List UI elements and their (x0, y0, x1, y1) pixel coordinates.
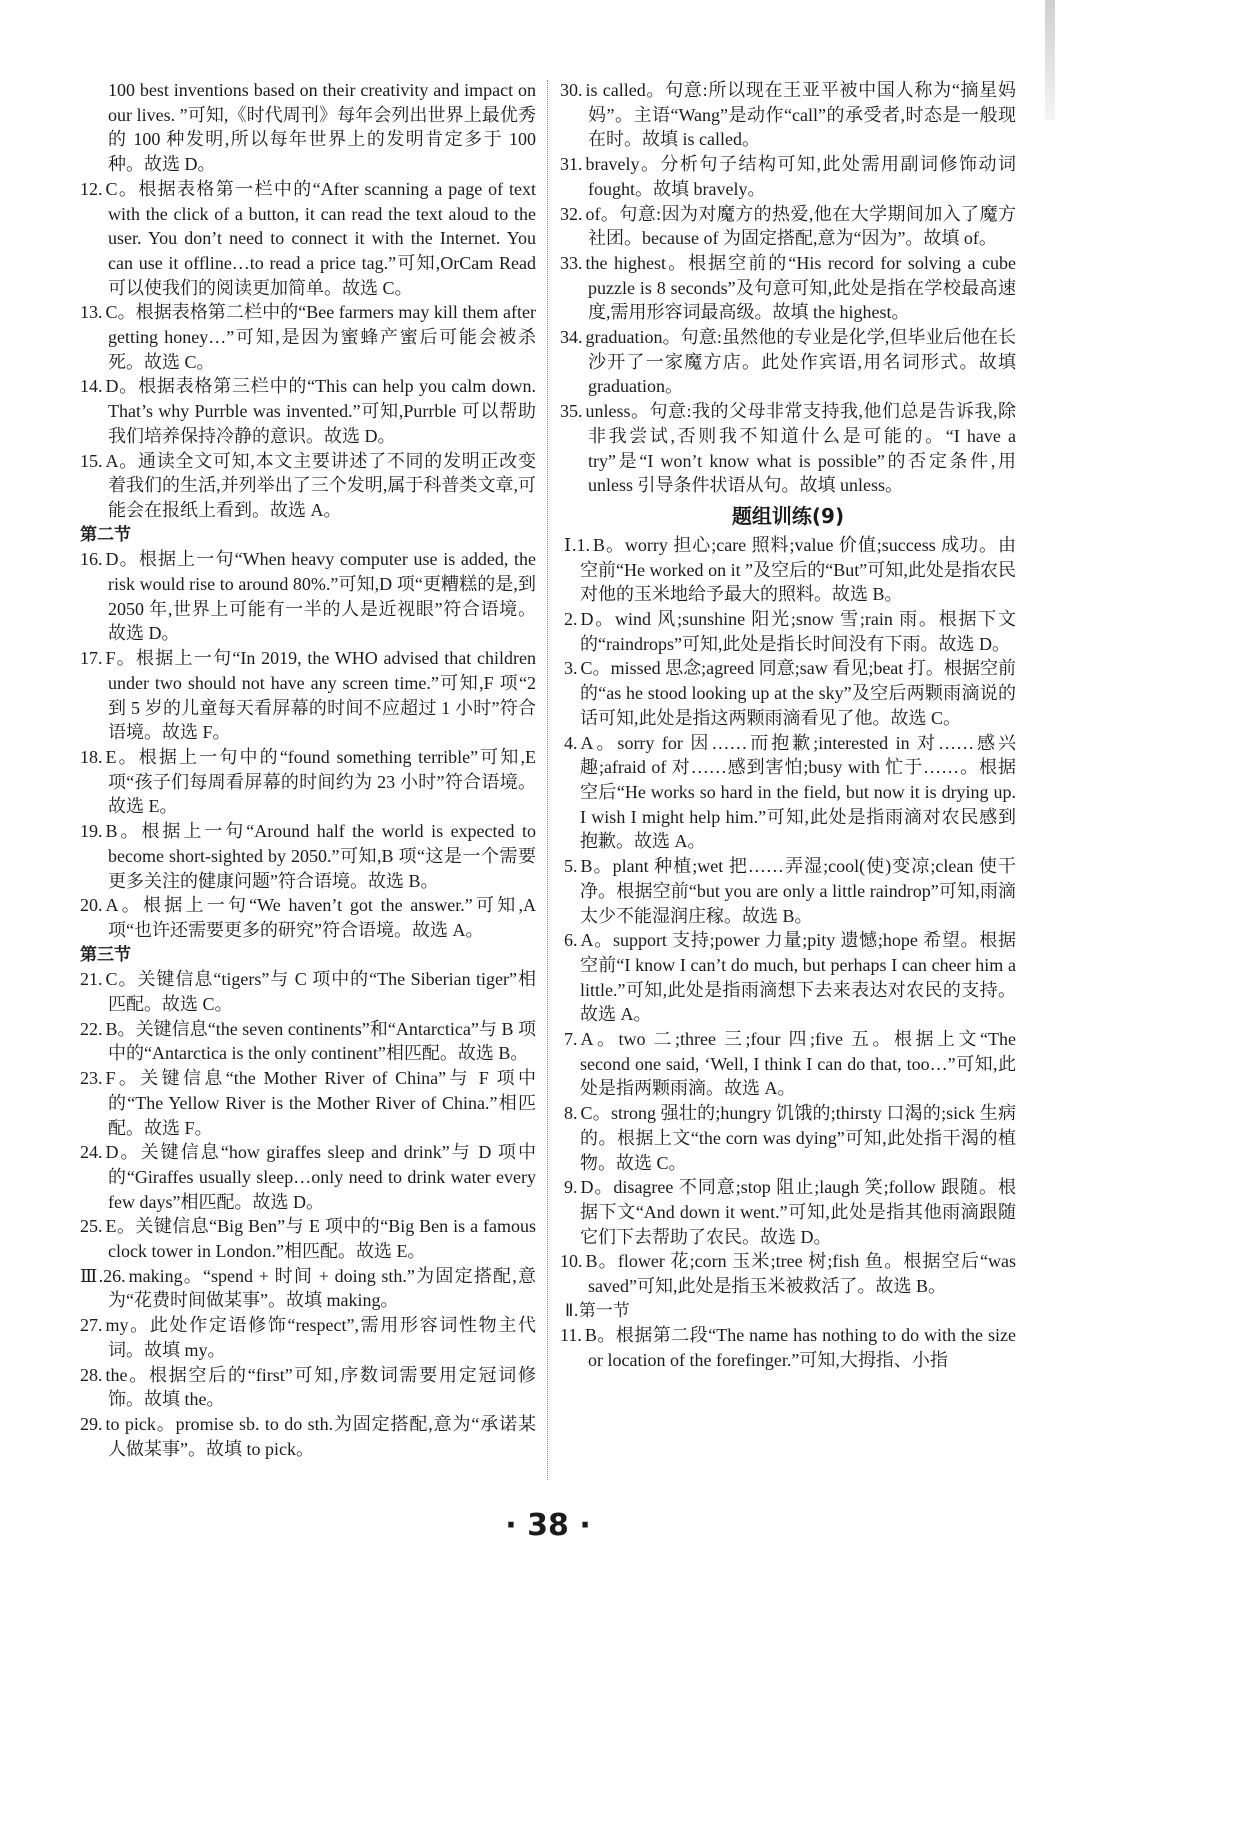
answer-item (80, 967, 536, 1016)
item-text: B。根据上一句“Around half the world is expected to become short-sighted by 2050.”可知,B 项“这是一个需要更多关注的健康问题”符合语境。故选 B。 (105, 821, 536, 891)
answer-item (560, 533, 1016, 607)
answer-item (80, 1264, 536, 1313)
item-text: D。关键信息“how giraffes sleep and drink”与 D 项中的“Giraffes usually sleep…only need to drink water every few days”相匹配。故选 D。 (105, 1142, 536, 1212)
item-number: 22. (80, 1018, 103, 1039)
continued-answer: 100 best inventions based on their creativity and impact on our lives. ”可知,《时代周刊》每年会列出世界上最优秀的 100 种发明,所以每年世界上的发明肯定多于 100 种。故选 D。 (108, 80, 536, 175)
item-number: 23. (80, 1068, 103, 1089)
answer-item (560, 399, 1016, 498)
item-text: C。strong 强壮的;hungry 饥饿的;thirsty 口渴的;sick 生病的。根据上文“the corn was dying”可知,此处指干渴的植物。故选 C。 (580, 1103, 1016, 1173)
answer-item (80, 1363, 536, 1412)
answer-item (560, 251, 1016, 325)
item-text: A。sorry for 因……而抱歉;interested in 对……感兴趣;afraid of 对……感到害怕;busy with 忙于……。根据空后“He works so hard in the field, but now it is drying up. I wish I might help him.”可知,此处是指雨滴对农民感到抱歉。故选 A。 (580, 732, 1016, 852)
answer-item (80, 1066, 536, 1140)
item-text: making。“spend + 时间 + doing sth.”为固定搭配,意为“花费时间做某事”。故填 making。 (108, 1265, 536, 1311)
item-number: 20. (80, 895, 103, 916)
item-text: B。关键信息“the seven continents”和“Antarctica”与 B 项中的“Antarctica is the only continent”相匹配。故选 B。 (105, 1018, 536, 1064)
item-text: B。flower 花;corn 玉米;tree 树;fish 鱼。根据空后“was saved”可知,此处是指玉米被救活了。故选 B。 (585, 1251, 1016, 1297)
item-text: B。plant 种植;wet 把……弄湿;cool(使)变凉;clean 使干净。根据空前“but you are only a little raindrop”可知,雨滴太少不能湿润庄稼。故选 B。 (580, 856, 1016, 926)
item-number: 18. (80, 746, 103, 767)
section-heading: 第三节 (80, 944, 131, 965)
item-text: C。根据表格第一栏中的“After scanning a page of text with the click of a button, it can read the text aloud to the user. You don’t need to connect it with the Internet. You can use it offline…to read a price tag.”可知,OrCam Read 可以使我们的阅读更加简单。故选 C。 (105, 178, 536, 298)
right-column (560, 78, 1016, 1373)
section-heading: Ⅱ.第一节 (565, 1300, 630, 1321)
column-divider (547, 80, 548, 1480)
item-number: 15. (80, 450, 103, 471)
item-text: D。根据表格第三栏中的“This can help you calm down. That’s why Purrble was invented.”可知,Purrble 可以帮助我们培养保持冷静的意识。故选 D。 (105, 376, 536, 446)
item-number: 34. (560, 327, 583, 348)
answer-item (560, 607, 1016, 656)
item-number: 5. (564, 856, 578, 877)
item-text: C。missed 思念;agreed 同意;saw 看见;beat 打。根据空前的“as he stood looking up at the sky”及空后两颗雨滴说的话可知,此处是指这两颗雨滴看见了他。故选 C。 (580, 658, 1016, 728)
answer-item (560, 928, 1016, 1027)
item-text: is called。句意:所以现在王亚平被中国人称为“摘星妈妈”。主语“Wang”是动作“call”的承受者,时态是一般现在时。故填 is called。 (585, 80, 1016, 150)
answer-item (560, 656, 1016, 730)
answer-item (80, 1214, 536, 1263)
item-text: graduation。句意:虽然他的专业是化学,但毕业后他在长沙开了一家魔方店。此处作宾语,用名词形式。故填 graduation。 (585, 327, 1016, 397)
item-text: C。关键信息“tigers”与 C 项中的“The Siberian tiger”相匹配。故选 C。 (105, 969, 536, 1015)
answer-item (80, 646, 536, 745)
answer-item (560, 1101, 1016, 1175)
answer-item (80, 1140, 536, 1214)
item-number: 11. (560, 1325, 582, 1346)
item-text: to pick。promise sb. to do sth.为固定搭配,意为“承诺某人做某事”。故填 to pick。 (105, 1413, 536, 1459)
item-text: the。根据空后的“first”可知,序数词需要用定冠词修饰。故填 the。 (105, 1364, 536, 1410)
item-number: 33. (560, 252, 583, 273)
item-text: A。two 二;three 三;four 四;five 五。根据上文“The second one said, ‘Well, I think I can do that, too…”可知,此处是指两颗雨滴。故选 A。 (580, 1029, 1016, 1099)
left-column (80, 78, 536, 1461)
answer-item (80, 1017, 536, 1066)
item-text: B。根据第二段“The name has nothing to do with the size or location of the forefinger.”可知,大拇指、小指 (584, 1325, 1016, 1371)
answer-item (560, 78, 1016, 152)
item-number: 24. (80, 1142, 103, 1163)
item-number: 29. (80, 1413, 103, 1434)
answer-item (560, 1175, 1016, 1249)
item-text: the highest。根据空前的“His record for solving a cube puzzle is 8 seconds”及句意可知,此处是指在学校最高速度,需用形容词最高级。故填 the highest。 (585, 252, 1016, 323)
item-number: 14. (80, 376, 103, 397)
answer-item (80, 547, 536, 646)
item-number: 3. (564, 658, 578, 679)
item-number: 27. (80, 1315, 103, 1336)
item-number: 7. (564, 1029, 578, 1050)
answer-item (560, 854, 1016, 928)
item-number: 8. (564, 1103, 578, 1124)
section-heading: 第二节 (80, 524, 131, 545)
item-number: 13. (80, 302, 103, 323)
item-number: Ⅰ.1. (564, 534, 591, 555)
item-text: A。support 支持;power 力量;pity 遗憾;hope 希望。根据空前“I know I can’t do much, but perhaps I can cheer him a little.”可知,此处是指雨滴想下去来表达对农民的支持。故选 A。 (580, 930, 1016, 1025)
item-number: 35. (560, 401, 583, 422)
item-number: 28. (80, 1364, 103, 1385)
answer-item (560, 325, 1016, 399)
answer-item (80, 300, 536, 374)
item-number: 19. (80, 821, 103, 842)
item-number: 6. (564, 930, 578, 951)
item-text: F。关键信息“the Mother River of China”与 F 项中的“The Yellow River is the Mother River of China.”相匹配。故选 F。 (105, 1068, 536, 1138)
answer-item (560, 152, 1016, 201)
item-number: 25. (80, 1216, 103, 1237)
answer-item (80, 745, 536, 819)
item-text: unless。句意:我的父母非常支持我,他们总是告诉我,除非我尝试,否则我不知道什么是可能的。“I have a try”是“I won’t know what is possible”的否定条件,用 unless 引导条件状语从句。故填 unless。 (585, 401, 1016, 496)
item-number: 17. (80, 648, 103, 669)
item-number: 21. (80, 969, 103, 990)
item-text: A。通读全文可知,本文主要讲述了不同的发明正改变着我们的生活,并列举出了三个发明,属于科普类文章,可能会在报纸上看到。故选 A。 (105, 450, 536, 520)
item-number: 32. (560, 203, 583, 224)
item-number: 12. (80, 178, 103, 199)
answer-item (80, 177, 536, 301)
item-number: Ⅲ.26. (80, 1265, 126, 1286)
item-text: D。wind 风;sunshine 阳光;snow 雪;rain 雨。根据下文的“raindrops”可知,此处是指长时间没有下雨。故选 D。 (580, 609, 1016, 654)
answer-item (80, 1313, 536, 1362)
item-number: 16. (80, 549, 103, 570)
item-text: D。根据上一句“When heavy computer use is added, the risk would rise to around 80%.”可知,D 项“更糟糕的是,到 2050 年,世界上可能有一半的人是近视眼”符合语境。故选 D。 (105, 549, 536, 644)
item-text: E。根据上一句中的“found something terrible”可知,E 项“孩子们每周看屏幕的时间约为 23 小时”符合语境。故选 E。 (105, 746, 536, 817)
answer-item (560, 1027, 1016, 1101)
item-text: B。worry 担心;care 照料;value 价值;success 成功。由空前“He worked on it ”及空后的“But”可知,此处是指农民对他的玉米地给予最大的照料。故选 B。 (580, 534, 1016, 605)
answer-item (80, 1412, 536, 1461)
answer-item (80, 374, 536, 448)
item-text: bravely。分析句子结构可知,此处需用副词修饰动词 fought。故填 bravely。 (585, 154, 1016, 199)
group-title: 题组训练(9) (731, 503, 845, 528)
scan-edge (1045, 0, 1055, 120)
answer-item (560, 202, 1016, 251)
answer-item (80, 819, 536, 893)
item-text: D。disagree 不同意;stop 阻止;laugh 笑;follow 跟随。根据下文“And down it went.”可知,此处是指其他雨滴跟随它们下去帮助了农民。故选 D。 (580, 1177, 1016, 1247)
answer-item (560, 731, 1016, 855)
answer-item (560, 1249, 1016, 1298)
item-text: F。根据上一句“In 2019, the WHO advised that children under two should not have any screen time.”可知,F 项“2 到 5 岁的儿童每天看屏幕的时间不应超过 1 小时”符合语境。故选 F。 (105, 648, 536, 743)
item-number: 4. (564, 732, 578, 753)
item-number: 2. (564, 609, 578, 630)
answer-item (80, 893, 536, 942)
answer-item (560, 1323, 1016, 1372)
item-text: A。根据上一句“We haven’t got the answer.”可知,A 项“也许还需要更多的研究”符合语境。故选 A。 (105, 895, 536, 940)
answer-item (80, 449, 536, 523)
item-text: my。此处作定语修饰“respect”,需用形容词性物主代词。故填 my。 (105, 1315, 536, 1360)
item-number: 10. (560, 1251, 583, 1272)
item-number: 9. (564, 1177, 578, 1198)
item-number: 30. (560, 80, 583, 100)
item-number: 31. (560, 154, 583, 175)
item-text: E。关键信息“Big Ben”与 E 项中的“Big Ben is a famous clock tower in London.”相匹配。故选 E。 (105, 1216, 536, 1262)
item-text: C。根据表格第二栏中的“Bee farmers may kill them after getting honey…”可知,是因为蜜蜂产蜜后可能会被杀死。故选 C。 (105, 302, 536, 372)
page-number: · 38 · (505, 1508, 591, 1543)
item-text: of。句意:因为对魔方的热爱,他在大学期间加入了魔方社团。because of 为固定搭配,意为“因为”。故填 of。 (585, 203, 1016, 249)
